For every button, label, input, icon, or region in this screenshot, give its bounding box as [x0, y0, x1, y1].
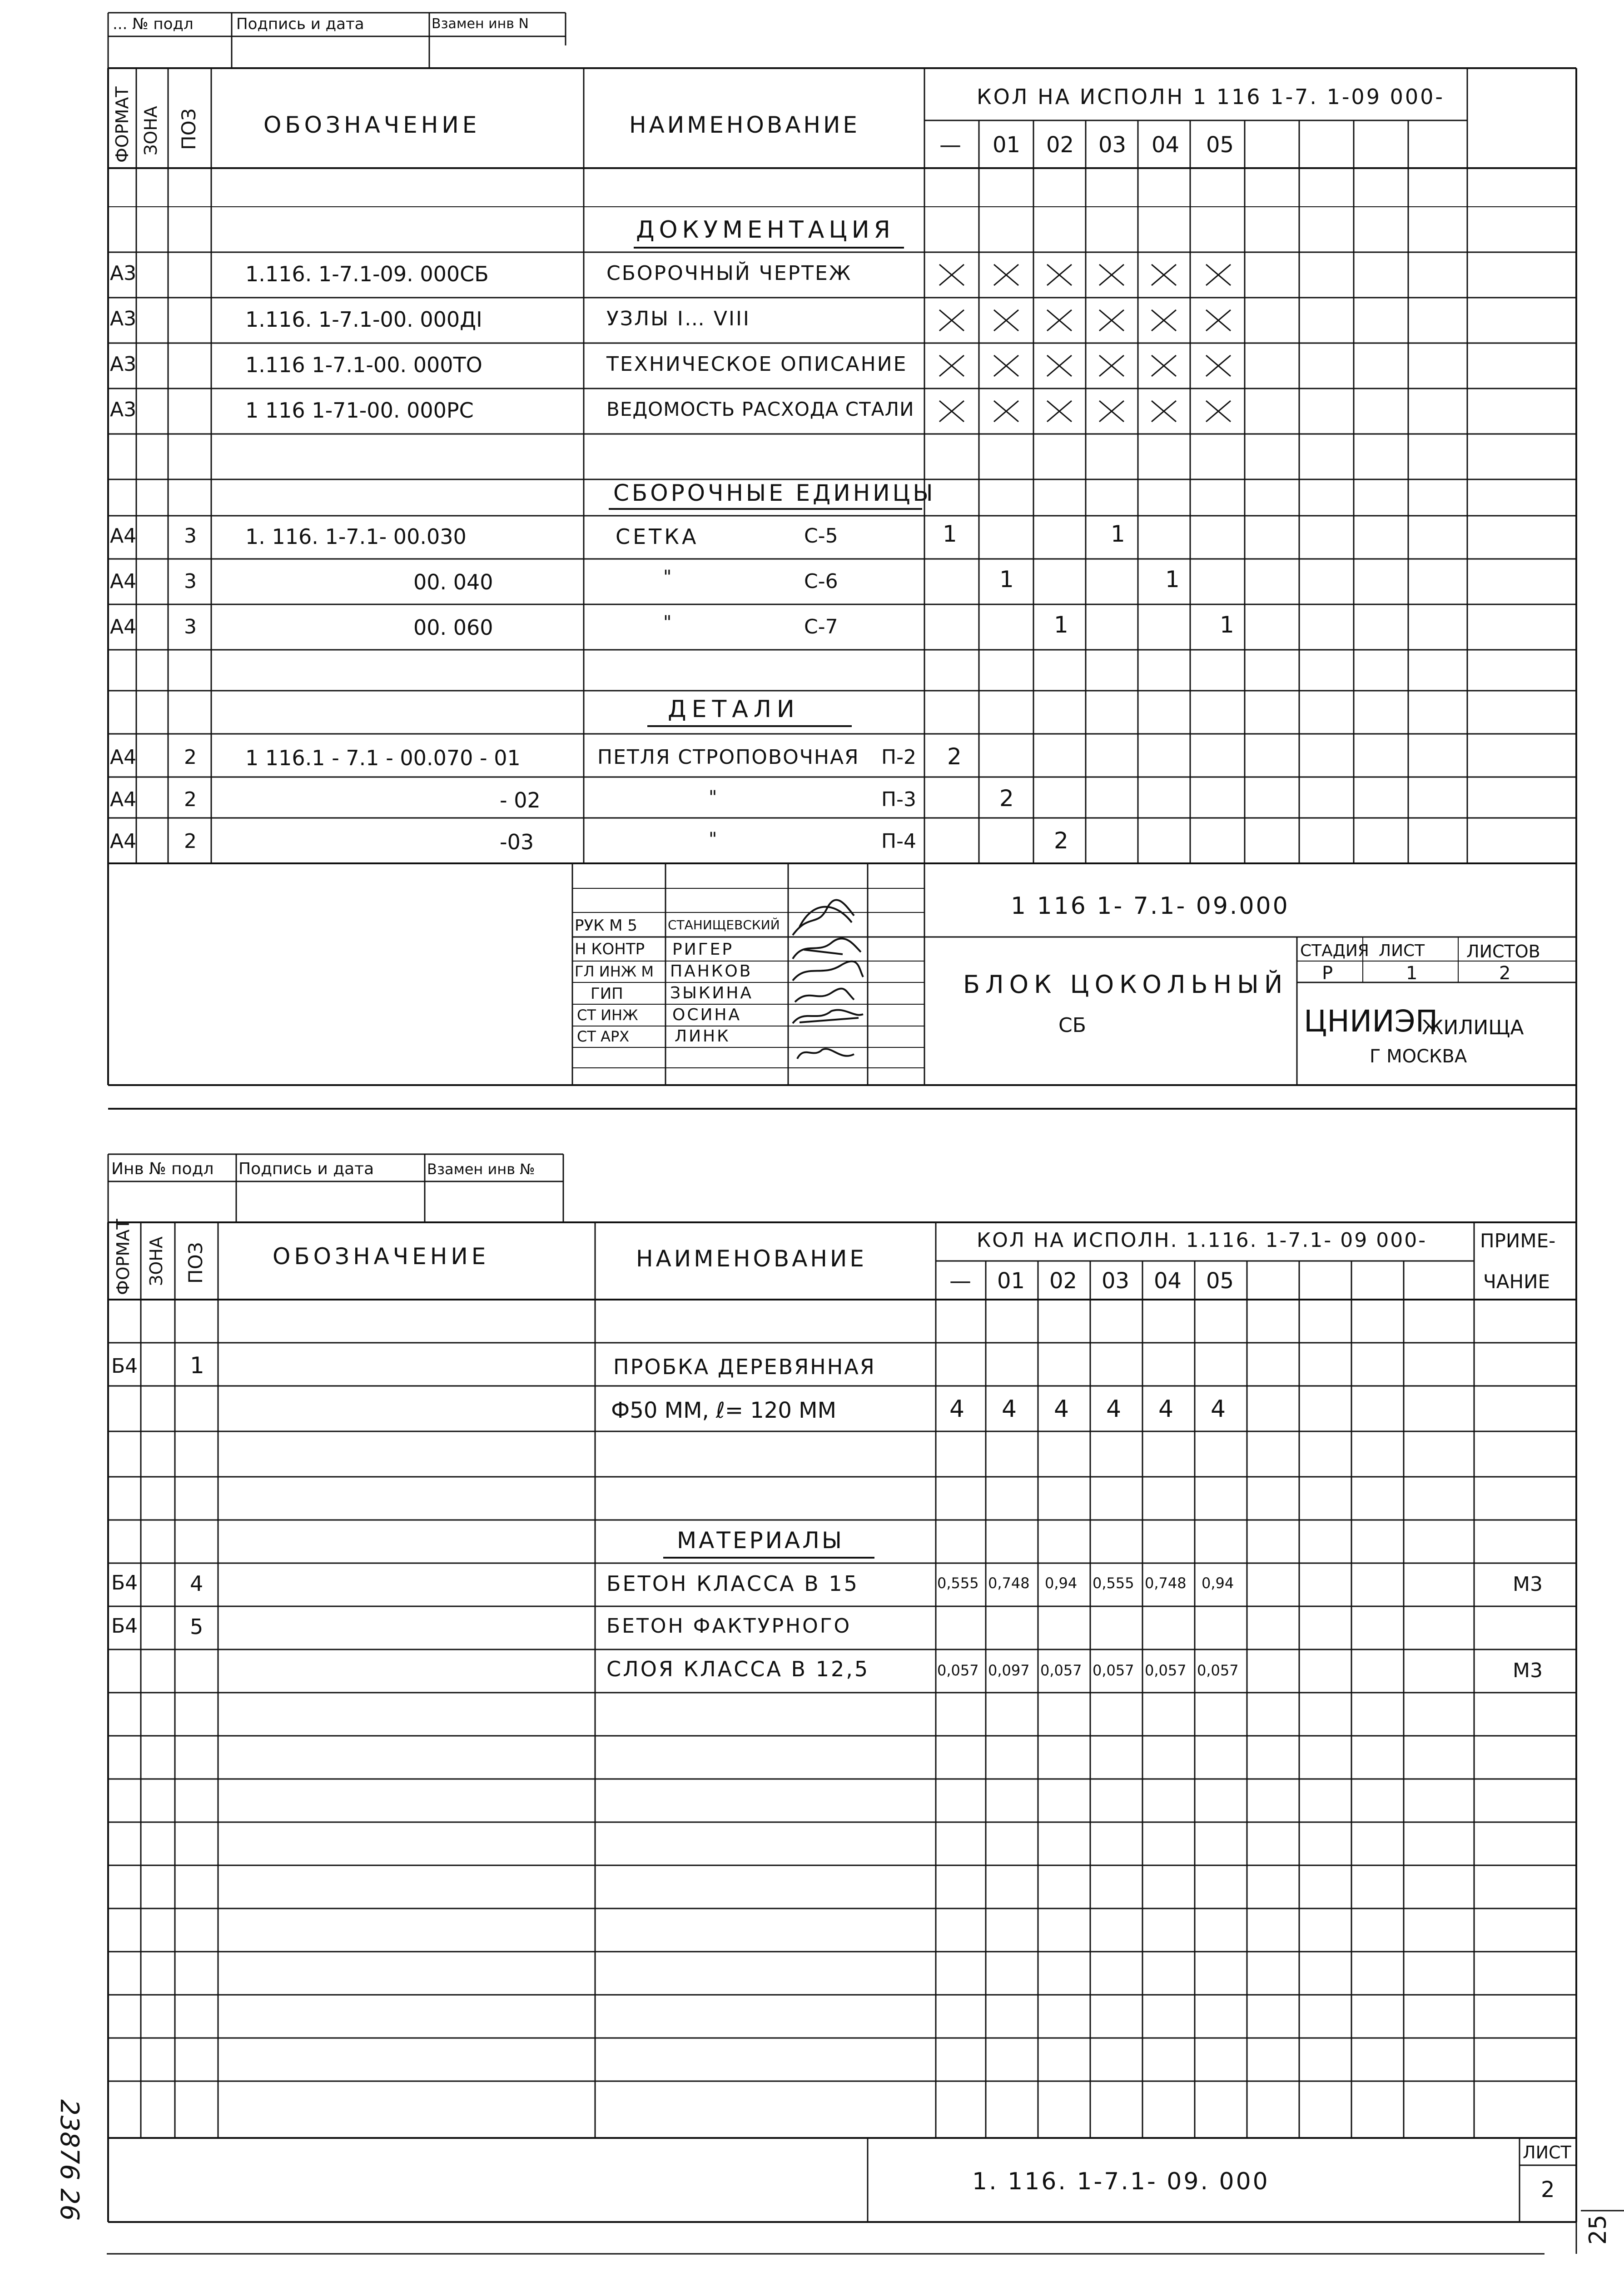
asm-row-2-q4: 1 — [1165, 566, 1180, 593]
stamp2-inv-podl: Инв № подл — [111, 1160, 214, 1178]
asm-row-1-poz: 3 — [184, 524, 197, 548]
doc-row-3-name: ТЕХНИЧЕСКОЕ ОПИСАНИЕ — [606, 353, 908, 376]
signatures — [793, 900, 863, 1059]
probka-q3: 4 — [1106, 1395, 1122, 1423]
doc-row-4-format: А3 — [110, 398, 137, 421]
det-row-1-mark: П-2 — [881, 746, 916, 769]
det-row-3-mark: П-4 — [881, 830, 916, 853]
betonf-name-1: БЕТОН ФАКТУРНОГО — [606, 1614, 852, 1638]
asm-row-1-mark: С-5 — [804, 524, 838, 548]
col2-03: 03 — [1102, 1268, 1130, 1294]
asm-row-1-format: А4 — [110, 524, 137, 548]
header2-format: ФОРМАТ — [113, 1219, 133, 1295]
header2-poz: ПОЗ — [184, 1242, 207, 1284]
footer-list-header: ЛИСТ — [1523, 2142, 1571, 2162]
section-details: ДЕТАЛИ — [668, 696, 800, 723]
probka-format: Б4 — [111, 1355, 138, 1378]
probka-q5: 4 — [1211, 1395, 1226, 1423]
corner-number: 25 — [1584, 2214, 1612, 2245]
asm-row-2-mark: С-6 — [804, 570, 838, 593]
header2-kol-na-ispoln: КОЛ НА ИСПОЛН. 1.116. 1-7.1- 09 000- — [977, 1229, 1427, 1252]
asm-row-3-mark: С-7 — [804, 615, 838, 638]
title-listov-header: ЛИСТОВ — [1466, 942, 1540, 962]
asm-row-1-q0: 1 — [943, 521, 957, 547]
header2-oboznachenie: ОБОЗНАЧЕНИЕ — [273, 1243, 490, 1270]
side-number: 23876 26 — [55, 2099, 84, 2221]
role-6: СТ АРХ — [577, 1028, 630, 1045]
col-dash: — — [939, 132, 961, 158]
det-row-3-q2: 2 — [1054, 827, 1068, 854]
col-03: 03 — [1098, 132, 1127, 158]
title-list-header: ЛИСТ — [1379, 942, 1425, 960]
betonf-q0: 0,057 — [937, 1662, 979, 1679]
doc-row-1-name: СБОРОЧНЫЙ ЧЕРТЕЖ — [606, 262, 852, 285]
person-4: ЗЫКИНА — [670, 984, 754, 1002]
asm-row-2-poz: 3 — [184, 570, 197, 593]
title-stadia-header: СТАДИЯ — [1300, 942, 1369, 960]
det-row-2-designation: - 02 — [500, 788, 541, 812]
stamp-podpis-data: Подпись и дата — [236, 15, 364, 33]
det-row-3-poz: 2 — [184, 830, 197, 853]
asm-row-2-q1: 1 — [999, 566, 1014, 593]
asm-row-2-designation: 00. 040 — [413, 570, 493, 594]
doc-row-2-name: УЗЛЫ I… VIII — [606, 307, 750, 330]
title-listov: 2 — [1499, 963, 1511, 984]
asm-row-2-name: " — [663, 567, 672, 588]
asm-row-2-format: А4 — [110, 570, 137, 593]
asm-row-1-name: СЕТКА — [616, 524, 699, 549]
betonf-unit: М3 — [1513, 1659, 1543, 1682]
header2-naimenovanie: НАИМЕНОВАНИЕ — [636, 1246, 867, 1272]
beton15-format: Б4 — [111, 1571, 138, 1594]
beton15-q4: 0,748 — [1145, 1574, 1187, 1592]
betonf-q3: 0,057 — [1093, 1662, 1134, 1679]
betonf-q1: 0,097 — [988, 1662, 1030, 1679]
asm-row-3-designation: 00. 060 — [413, 615, 493, 640]
asm-row-1-designation: 1. 116. 1-7.1- 00.030 — [245, 524, 467, 549]
det-row-1-name: ПЕТЛЯ СТРОПОВОЧНАЯ — [597, 746, 859, 769]
probka-name-1: ПРОБКА ДЕРЕВЯННАЯ — [613, 1355, 876, 1379]
header-poz: ПОЗ — [178, 108, 200, 150]
doc-row-1-format: А3 — [110, 262, 137, 285]
beton15-name: БЕТОН КЛАССА В 15 — [606, 1571, 859, 1596]
col-01: 01 — [993, 132, 1021, 158]
col-05: 05 — [1206, 132, 1234, 158]
stamp-vzamen: Взамен инв N — [432, 16, 529, 32]
doc-row-3-format: А3 — [110, 353, 137, 376]
probka-name-2: Ф50 ММ, ℓ= 120 ММ — [611, 1398, 837, 1423]
doc-row-3-designation: 1.116 1-7.1-00. 000ТО — [245, 353, 482, 377]
stamp-inv-podl: ... № подл — [113, 15, 194, 33]
probka-poz: 1 — [190, 1352, 204, 1379]
doc-row-2-format: А3 — [110, 307, 137, 330]
col-02: 02 — [1046, 132, 1074, 158]
beton15-q0: 0,555 — [937, 1574, 979, 1592]
det-row-3-designation: -03 — [500, 830, 534, 854]
asm-row-1-q3: 1 — [1111, 521, 1125, 547]
det-row-3-name: " — [709, 829, 717, 850]
title-city: Г МОСКВА — [1370, 1046, 1467, 1067]
doc-row-1-designation: 1.116. 1-7.1-09. 000СБ — [245, 262, 489, 286]
title-list: 1 — [1406, 963, 1418, 984]
beton15-q5: 0,94 — [1202, 1574, 1234, 1592]
beton15-unit: М3 — [1513, 1573, 1543, 1596]
asm-row-3-name: " — [663, 612, 672, 633]
beton15-q1: 0,748 — [988, 1574, 1030, 1592]
doc-row-4-designation: 1 116 1-71-00. 000РС — [245, 398, 474, 423]
person-5: ОСИНА — [672, 1006, 742, 1024]
section-documentation: ДОКУМЕНТАЦИЯ — [636, 216, 895, 244]
det-row-2-format: А4 — [110, 788, 137, 811]
beton15-q3: 0,555 — [1093, 1574, 1134, 1592]
doc-row-2-designation: 1.116. 1-7.1-00. 000ДI — [245, 307, 482, 332]
beton15-q2: 0,94 — [1045, 1574, 1078, 1592]
det-row-2-mark: П-3 — [881, 788, 916, 811]
det-row-3-format: А4 — [110, 830, 137, 853]
footer-code: 1. 116. 1-7.1- 09. 000 — [972, 2168, 1270, 2195]
header2-zona: ЗОНА — [146, 1236, 166, 1286]
person-2: РИГЕР — [672, 940, 734, 959]
det-row-2-q1: 2 — [999, 785, 1014, 812]
det-row-2-name: " — [709, 787, 717, 808]
betonf-format: Б4 — [111, 1614, 138, 1638]
header-zona: ЗОНА — [141, 106, 161, 155]
asm-row-3-poz: 3 — [184, 615, 197, 638]
col2-01: 01 — [997, 1268, 1025, 1294]
title-org-main: ЦНИИЭП — [1304, 1004, 1438, 1039]
beton15-poz: 4 — [190, 1571, 204, 1596]
doc-row-4-name: ВЕДОМОСТЬ РАСХОДА СТАЛИ — [606, 398, 914, 420]
betonf-q5: 0,057 — [1197, 1662, 1239, 1679]
asm-row-3-q5: 1 — [1220, 612, 1234, 638]
det-row-1-q0: 2 — [947, 743, 962, 770]
role-3: ГЛ ИНЖ М — [575, 963, 654, 980]
role-1: РУК М 5 — [575, 917, 637, 935]
col2-02: 02 — [1049, 1268, 1078, 1294]
header-naimenovanie: НАИМЕНОВАНИЕ — [629, 112, 860, 138]
title-stadia: Р — [1322, 963, 1333, 984]
title-name: БЛОК ЦОКОЛЬНЫЙ — [963, 970, 1288, 999]
betonf-name-2: СЛОЯ КЛАССА В 12,5 — [606, 1657, 870, 1681]
probka-q2: 4 — [1054, 1395, 1069, 1423]
col2-04: 04 — [1154, 1268, 1182, 1294]
header-oboznachenie: ОБОЗНАЧЕНИЕ — [263, 112, 481, 138]
betonf-q2: 0,057 — [1040, 1662, 1082, 1679]
footer-list: 2 — [1541, 2177, 1555, 2202]
col2-05: 05 — [1206, 1268, 1234, 1294]
title-code: 1 116 1- 7.1- 09.000 — [1011, 892, 1290, 920]
probka-q1: 4 — [1002, 1395, 1017, 1423]
header-kol-na-ispoln: КОЛ НА ИСПОЛН 1 116 1-7. 1-09 000- — [977, 85, 1445, 109]
stamp2-vzamen: Взамен инв № — [427, 1161, 535, 1178]
probka-q4: 4 — [1158, 1395, 1174, 1423]
det-row-1-poz: 2 — [184, 746, 197, 769]
betonf-q4: 0,057 — [1145, 1662, 1187, 1679]
col2-dash: — — [949, 1268, 971, 1294]
role-5: СТ ИНЖ — [577, 1006, 638, 1024]
title-sb: СБ — [1058, 1014, 1086, 1037]
section-materials: МАТЕРИАЛЫ — [677, 1527, 844, 1554]
asm-row-3-format: А4 — [110, 615, 137, 638]
probka-q0: 4 — [949, 1395, 965, 1423]
asm-row-3-q2: 1 — [1054, 612, 1068, 638]
section-assemblies: СБОРОЧНЫЕ ЕДИНИЦЫ — [613, 480, 936, 506]
role-2: Н КОНТР — [575, 940, 645, 958]
col-04: 04 — [1152, 132, 1180, 158]
person-1: СТАНИЩЕВСКИЙ — [668, 917, 780, 932]
title-org-sub: ЖИЛИЩА — [1422, 1016, 1524, 1039]
stamp2-podpis-data: Подпись и дата — [238, 1160, 374, 1178]
det-row-2-poz: 2 — [184, 788, 197, 811]
person-3: ПАНКОВ — [670, 962, 753, 981]
person-6: ЛИНК — [675, 1027, 730, 1046]
header2-prim-1: ПРИМЕ- — [1480, 1230, 1556, 1252]
header-format: ФОРМАТ — [112, 86, 132, 163]
betonf-poz: 5 — [190, 1614, 204, 1639]
det-row-1-format: А4 — [110, 746, 137, 769]
det-row-1-designation: 1 116.1 - 7.1 - 00.070 - 01 — [245, 746, 521, 770]
role-4: ГИП — [591, 985, 623, 1003]
header2-prim-2: ЧАНИЕ — [1483, 1271, 1550, 1293]
